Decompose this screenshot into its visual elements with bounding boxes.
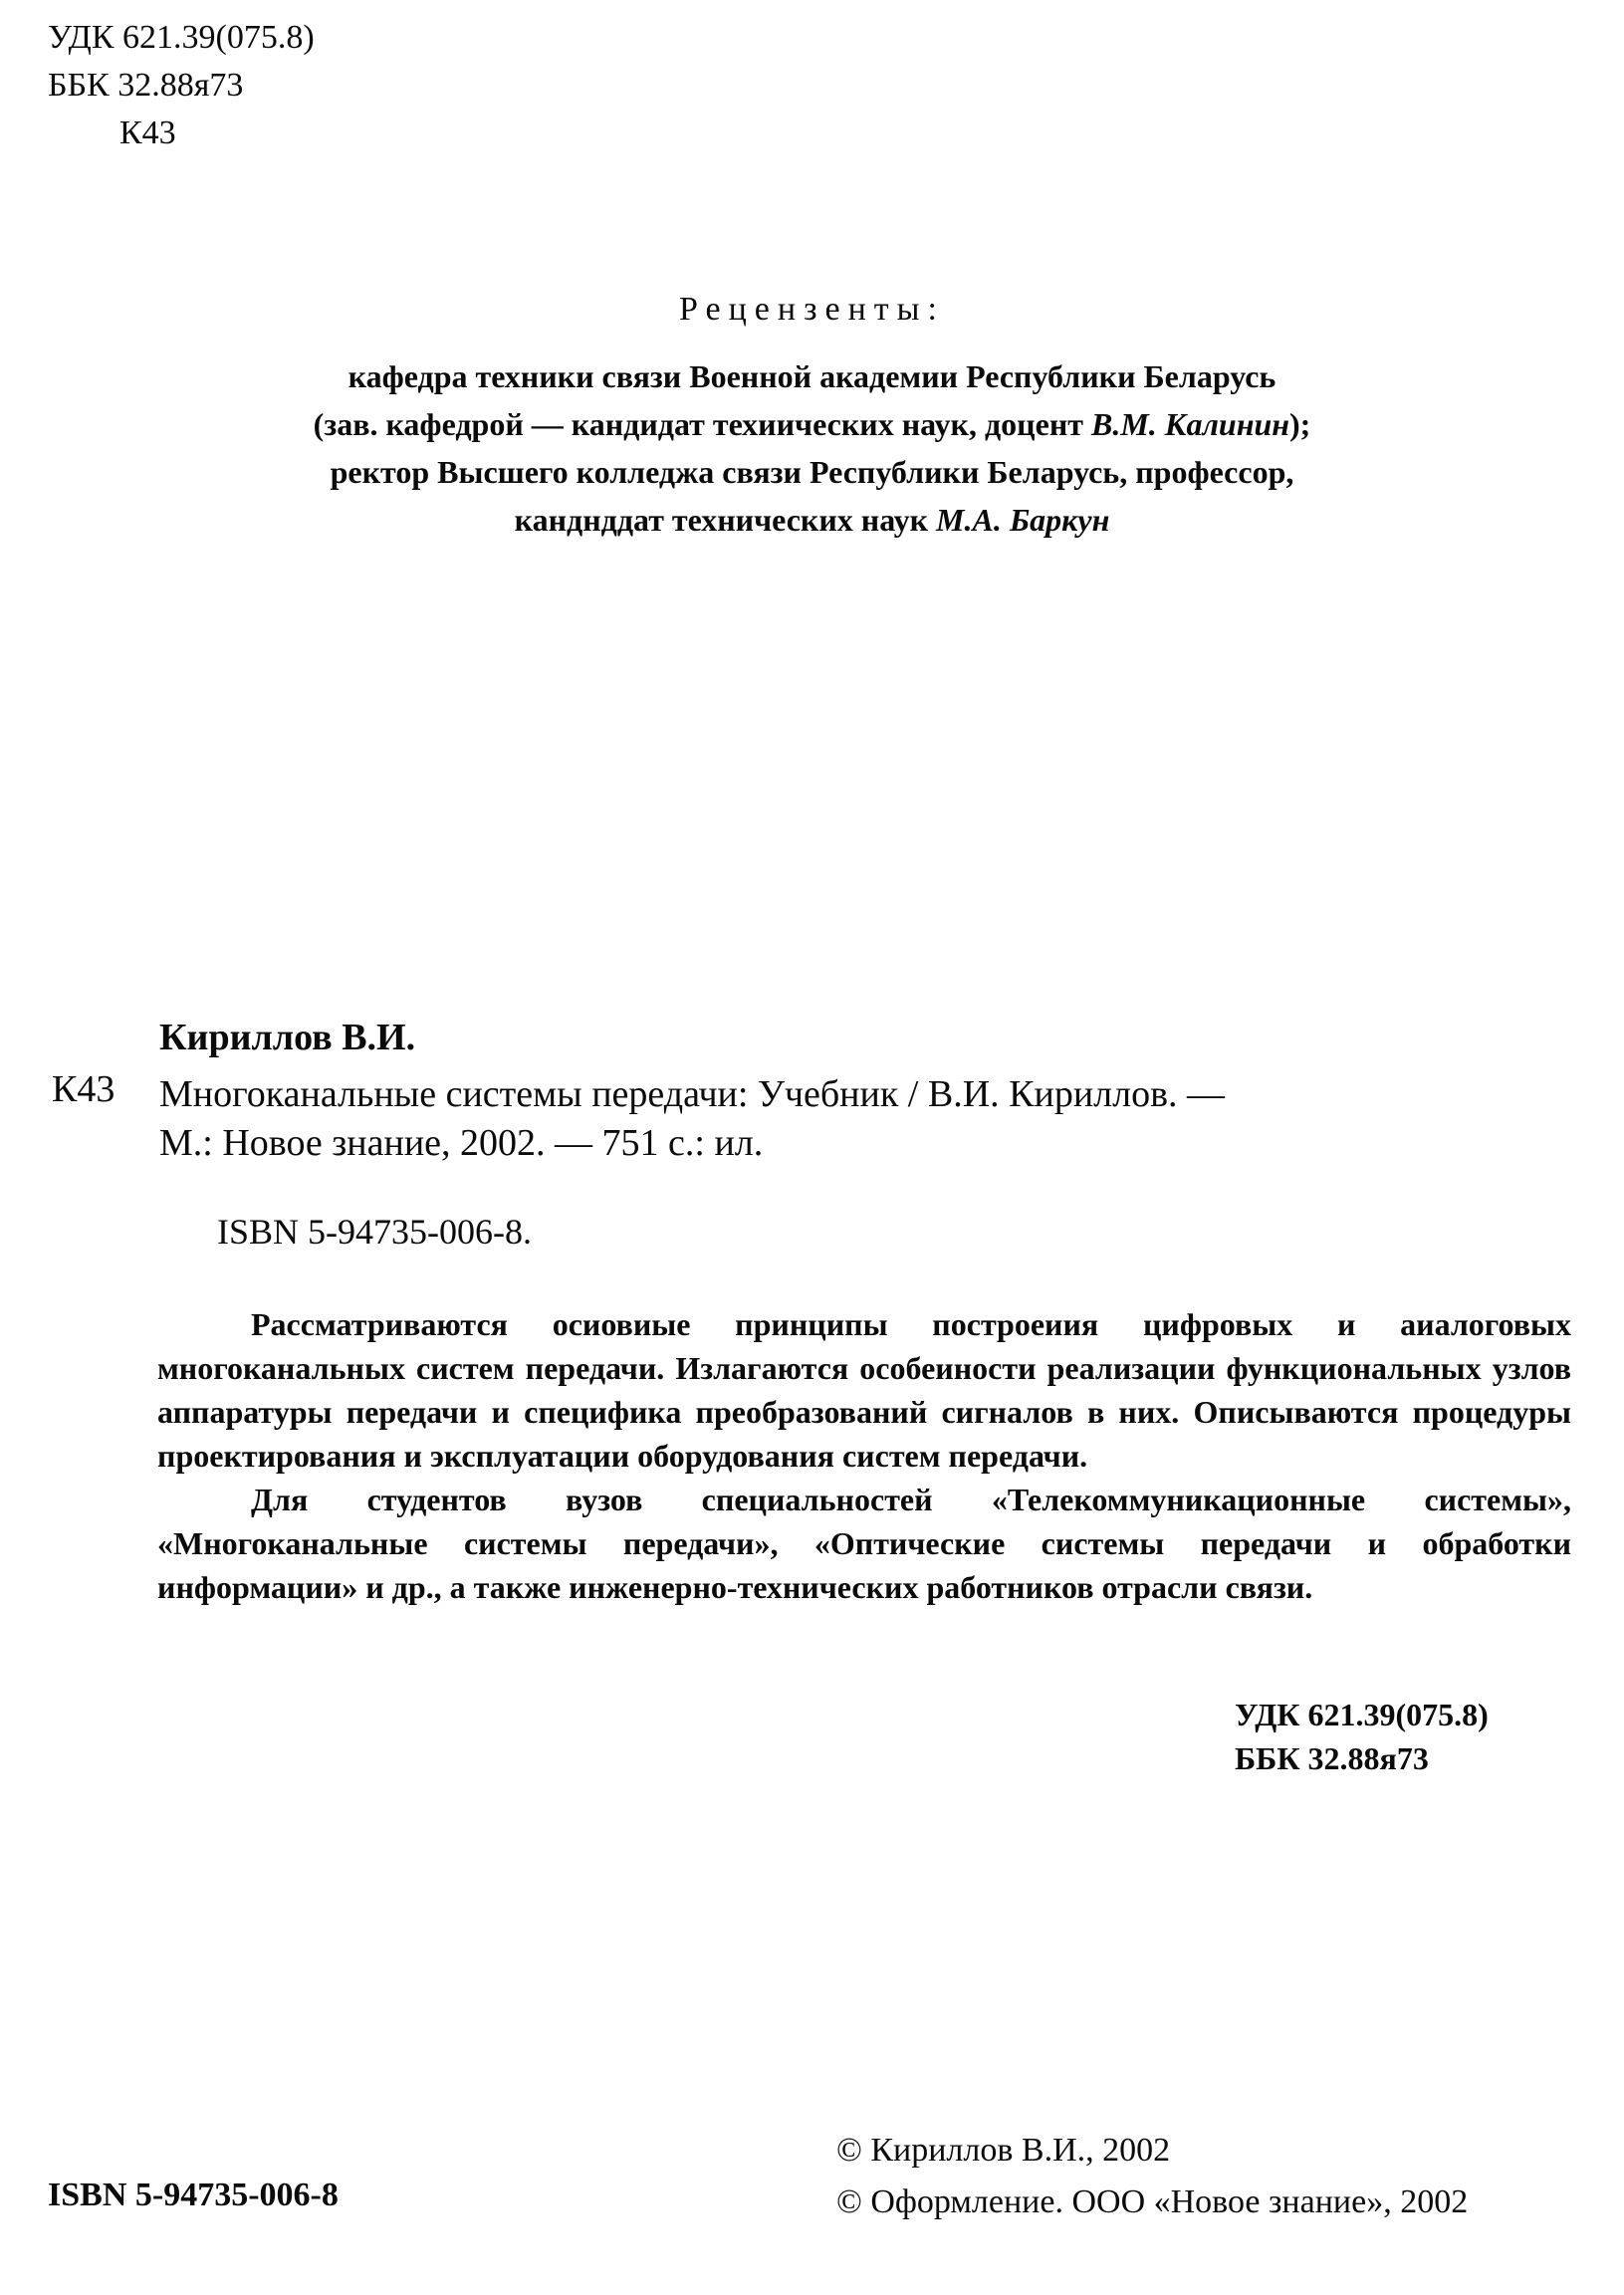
footer-codes (1235, 1693, 1489, 1780)
abstract-paragraph-2: Для студентов вузов специальностей «Телекоммуникационные системы», «Многоканальные системы передачи», «Оптические системы передачи и обработки информации» и др., а также инженерно-технических работников отрасли связи. (157, 1482, 1571, 1605)
abstract (157, 1302, 1571, 1609)
reviewer-line-4 (0, 496, 1624, 544)
reviewers-title: Рецензенты: (679, 291, 945, 328)
record-title-line: Многоканальные системы передачи: Учебник / В.И. Кириллов. — (159, 1073, 1226, 1115)
footer-bbk: ББК 32.88я73 (1235, 1740, 1429, 1776)
header-codes (48, 14, 315, 157)
copyright-author: © Кириллов В.И., 2002 (836, 2132, 1171, 2169)
record-isbn: ISBN 5-94735-006-8. (217, 1212, 532, 1252)
copyright-block (836, 2125, 1468, 2228)
udk-code: УДК 621.39(075.8) (48, 19, 315, 56)
reviewer-line-4-text: канднддат технических наук (514, 502, 937, 538)
abstract-paragraph-1: Рассматриваются осиовиые принципы построеиия цифровых и аиалоговых многоканальных систем передачи. Излагаются особеиности реализации функциональных узлов аппаратуры передачи и специфика преобразований сигналов в них. Описываются процедуры проектирования и эксплуатации оборудования систем передачи. (157, 1306, 1571, 1474)
footer-udk: УДК 621.39(075.8) (1235, 1697, 1489, 1732)
bottom-isbn: ISBN 5-94735-006-8 (48, 2177, 339, 2213)
bbk-code: ББК 32.88я73 (48, 67, 244, 104)
reviewer-line-2 (0, 400, 1624, 448)
reviewers-list (0, 352, 1624, 544)
author-mark: К43 (119, 115, 176, 151)
copyright-design: © Оформление. ООО «Новое знание», 2002 (836, 2183, 1469, 2220)
record-author: Кириллов В.И. (159, 1017, 416, 1058)
reviewer-line-1: кафедра техники связи Военной академии Республики Беларусь (348, 358, 1276, 394)
reviewer-name-2: М.А. Баркун (936, 502, 1110, 538)
reviewer-line-2-suffix: ); (1289, 406, 1311, 442)
reviewer-line-3: ректор Высшего колледжа связи Республики Беларусь, профессор, (330, 454, 1294, 490)
record-publisher-line: М.: Новое знание, 2002. — 751 с.: ил. (159, 1122, 764, 1164)
reviewer-name-1: В.М. Калинин (1090, 406, 1290, 442)
reviewer-line-2-text: (зав. кафедрой — кандидат техиических наук, доцент (313, 406, 1091, 442)
record-mark: К43 (52, 1068, 116, 1110)
